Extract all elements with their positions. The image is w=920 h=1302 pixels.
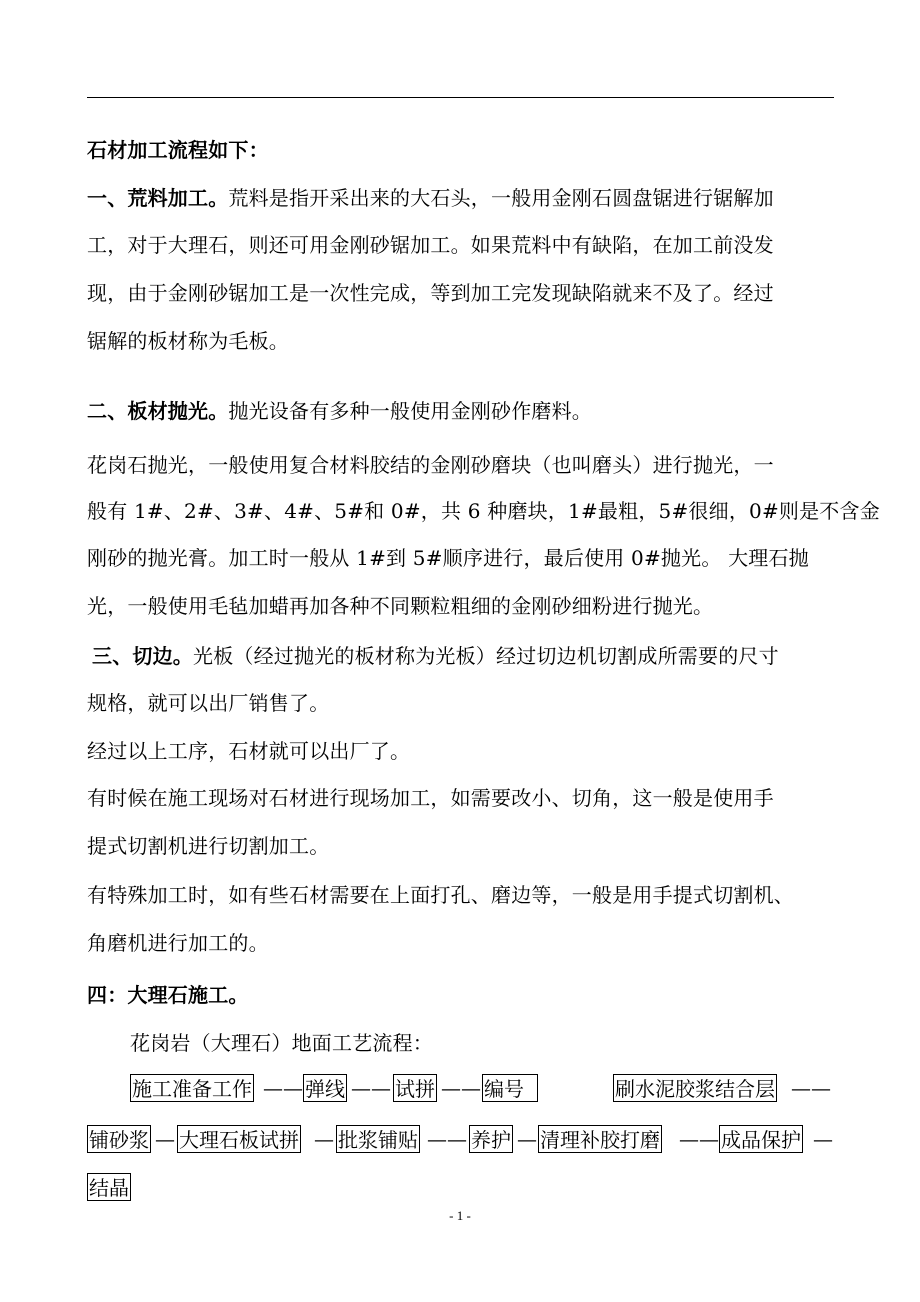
section-2-line-2: 花岗石抛光，一般使用复合材料胶结的金刚砂磨块（也叫磨头）进行抛光，一 — [87, 453, 774, 477]
doc-title: 石材加工流程如下： — [87, 138, 269, 162]
flow-step-numbering: 编号 — [482, 1074, 538, 1102]
section-1-heading: 一、荒料加工。 — [87, 186, 229, 210]
section-1-text-1: 荒料是指开采出来的大石头，一般用金刚石圆盘锯进行锯解加 — [228, 186, 774, 210]
section-3-line-2: 规格，就可以出厂销售了。 — [87, 691, 330, 715]
flow-step-crystallize: 结晶 — [87, 1173, 131, 1201]
flow-connector: —— — [263, 1076, 303, 1100]
flow-step-protect: 成品保护 — [719, 1125, 803, 1153]
flow-step-curing: 养护 — [469, 1125, 513, 1153]
paragraph-2-line-2: 提式切割机进行切割加工。 — [87, 834, 330, 858]
section-4-subtitle: 花岗岩（大理石）地面工艺流程： — [130, 1031, 433, 1055]
flow-connector: — — [155, 1127, 175, 1151]
section-2-text-1: 抛光设备有多种一般使用金刚砂作磨料。 — [228, 399, 593, 423]
flow-step-snap-line: 弹线 — [303, 1074, 347, 1102]
section-3-text-1: 光板（经过抛光的板材称为光板）经过切边机切割成所需要的尺寸 — [193, 644, 779, 668]
flow-step-marble-trial: 大理石板试拼 — [177, 1125, 301, 1153]
paragraph-2-line-1: 有时候在施工现场对石材进行现场加工，如需要改小、切角，这一般是使用手 — [87, 786, 774, 810]
flow-connector: —— — [791, 1076, 831, 1100]
section-1-line-2: 工，对于大理石，则还可用金刚砂锯加工。如果荒料中有缺陷，在加工前没发 — [87, 233, 774, 257]
flow-row-3 — [87, 1173, 837, 1203]
flow-connector: —— — [441, 1076, 481, 1100]
flow-connector: —— — [679, 1127, 719, 1151]
section-2-heading: 二、板材抛光。 — [87, 399, 229, 423]
section-2-line-5: 光，一般使用毛毡加蜡再加各种不同颗粒粗细的金刚砂细粉进行抛光。 — [87, 594, 714, 618]
paragraph-3-line-1: 有特殊加工时，如有些石材需要在上面打孔、磨边等，一般是用手提式切割机、 — [87, 883, 794, 907]
section-1-line-4: 锯解的板材称为毛板。 — [87, 329, 289, 353]
section-1-line-1 — [87, 185, 837, 211]
header-rule — [87, 97, 834, 98]
flow-step-mortar: 铺砂浆 — [87, 1125, 151, 1153]
flow-step-paste-lay: 批浆铺贴 — [336, 1125, 420, 1153]
flow-connector: —— — [427, 1127, 467, 1151]
flow-row-1 — [87, 1074, 837, 1104]
flow-step-prep: 施工准备工作 — [130, 1074, 254, 1102]
section-2-line-3: 般有 1#、2#、3#、4#、5#和 0#，共 6 种磨块，1#最粗，5#很细，0#则是不含金 — [87, 499, 880, 523]
flow-connector: — — [813, 1127, 833, 1151]
page-number: - 1 - — [449, 1208, 471, 1223]
paragraph-3-line-2: 角磨机进行加工的。 — [87, 931, 269, 955]
section-3-heading: 三、切边。 — [92, 644, 193, 668]
section-2-line-4: 刚砂的抛光膏。加工时一般从 1#到 5#顺序进行，最后使用 0#抛光。 大理石抛 — [87, 546, 809, 570]
section-2-line-1 — [87, 398, 837, 424]
flow-connector: — — [314, 1127, 334, 1151]
flow-connector: — — [517, 1127, 537, 1151]
flow-step-clean-polish: 清理补胶打磨 — [538, 1125, 662, 1153]
section-4-heading: 四：大理石施工。 — [87, 983, 249, 1007]
paragraph-1: 经过以上工序，石材就可以出厂了。 — [87, 739, 411, 763]
flow-step-trial-fit: 试拼 — [393, 1074, 437, 1102]
flow-row-2 — [87, 1125, 837, 1155]
flow-step-cement-slurry: 刷水泥胶浆结合层 — [613, 1074, 777, 1102]
flow-connector: —— — [351, 1076, 391, 1100]
section-1-line-3: 现，由于金刚砂锯加工是一次性完成，等到加工完发现缺陷就来不及了。经过 — [87, 281, 774, 305]
section-3-line-1 — [92, 643, 842, 669]
